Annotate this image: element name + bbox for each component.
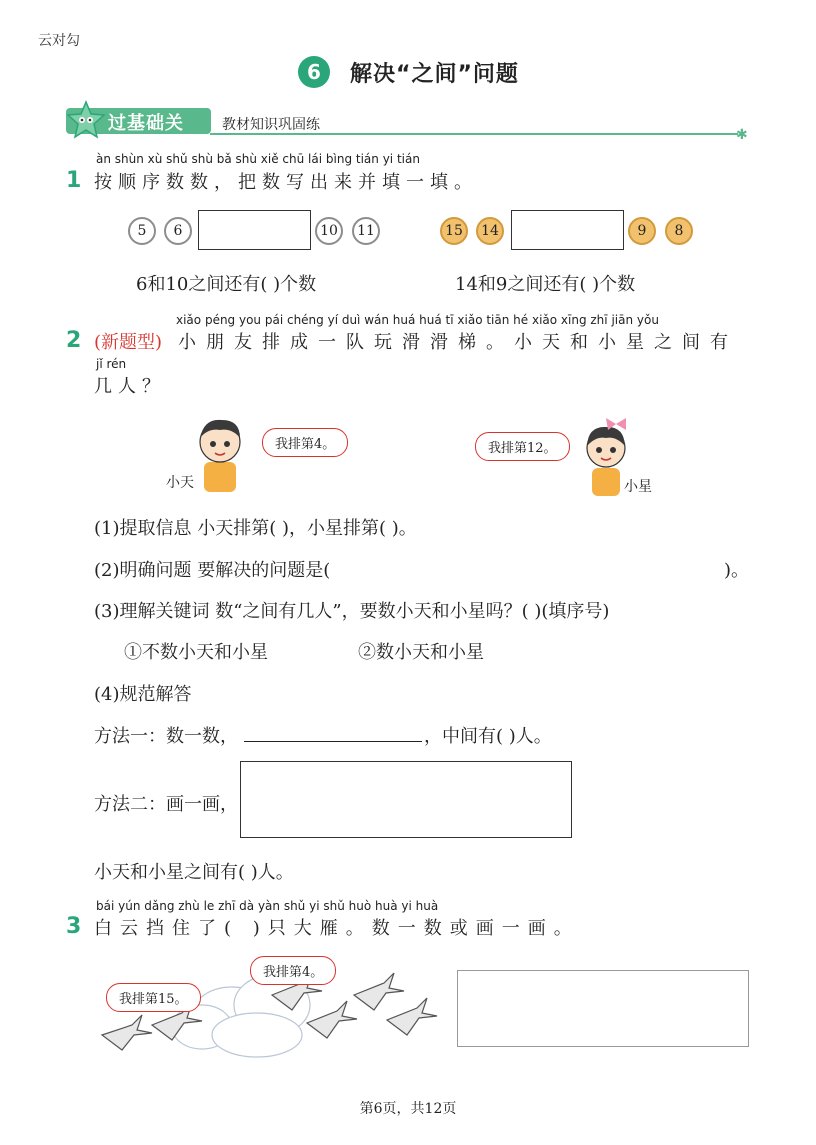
section-title: 过基础关 bbox=[108, 113, 184, 134]
answer-box-right[interactable] bbox=[511, 210, 624, 250]
question-1-left-prompt: 6和10之间还有( )个数 bbox=[136, 274, 317, 295]
method-2-label: 方法二：画一画， bbox=[94, 794, 238, 815]
girl-name-label: 小星 bbox=[624, 479, 652, 495]
boy-xiaotian-illustration bbox=[190, 412, 250, 492]
question-2-text: 小朋友排成一队玩滑滑梯。小天和小星之间有 bbox=[178, 332, 738, 353]
question-2-number: 2 bbox=[66, 328, 82, 353]
question-3-number: 3 bbox=[66, 914, 82, 939]
step-3-keyword: (3)理解关键词 数“之间有几人”，要数小天和小星吗？( )(填序号) bbox=[94, 601, 610, 622]
question-2-pinyin: xiǎo péng you pái chéng yí duì wán huá huá tī xiǎo tiān hé xiǎo xīng zhī jiān yǒu bbox=[176, 313, 659, 327]
question-1-pinyin: àn shùn xù shǔ shù bǎ shù xiě chū lái bìng tián yi tián bbox=[96, 152, 420, 166]
question-1-right-prompt: 14和9之间还有( )个数 bbox=[455, 274, 636, 295]
lesson-number-badge: 6 bbox=[298, 56, 330, 88]
number-egg: 10 bbox=[315, 217, 343, 245]
number-egg: 6 bbox=[164, 217, 192, 245]
number-egg: 14 bbox=[476, 217, 504, 245]
section-subtitle: 教材知识巩固练 bbox=[222, 117, 320, 133]
method-1-label: 方法一：数一数， bbox=[94, 726, 238, 747]
drawing-box-q2[interactable] bbox=[240, 761, 572, 838]
goose-speech-bubble-4: 我排第4。 bbox=[250, 956, 336, 985]
question-2-pinyin-2: jǐ rén bbox=[96, 357, 127, 371]
question-2-text-2: 几人？ bbox=[94, 376, 166, 397]
drawing-box-q3[interactable] bbox=[457, 970, 749, 1047]
answer-box-left[interactable] bbox=[198, 210, 311, 250]
goose-speech-bubble-15: 我排第15。 bbox=[106, 983, 201, 1012]
question-1-number: 1 bbox=[66, 168, 82, 193]
step-2-close: )。 bbox=[724, 560, 750, 581]
step-4-solve: (4)规范解答 bbox=[94, 684, 192, 705]
question-3-pinyin: bái yún dǎng zhù le zhī dà yàn shǔ yi shǔ huò huà yi huà bbox=[96, 899, 439, 913]
option-2: ②数小天和小星 bbox=[358, 642, 484, 663]
step-2-clarify-question: (2)明确问题 要解决的问题是( bbox=[94, 560, 331, 581]
method-1-suffix: ，中间有( )人。 bbox=[424, 726, 552, 747]
lesson-title: 解决“之间”问题 bbox=[350, 62, 519, 87]
boy-name-label: 小天 bbox=[166, 475, 194, 491]
number-egg: 15 bbox=[440, 217, 468, 245]
brand-label: 云对勾 bbox=[38, 33, 80, 49]
question-2-conclusion: 小天和小星之间有( )人。 bbox=[94, 862, 294, 883]
option-1: ①不数小天和小星 bbox=[124, 642, 268, 663]
boy-speech-bubble: 我排第4。 bbox=[262, 428, 348, 457]
page-footer: 第6页，共12页 bbox=[359, 1101, 457, 1117]
new-type-tag: (新题型) bbox=[94, 332, 163, 353]
question-3-text: 白云挡住了( )只大雁。数一数或画一画。 bbox=[94, 918, 580, 939]
number-egg: 5 bbox=[128, 217, 156, 245]
girl-speech-bubble: 我排第12。 bbox=[475, 432, 570, 461]
question-1-text: 按顺序数数，把数写出来并填一填。 bbox=[94, 172, 478, 193]
section-divider bbox=[210, 133, 738, 135]
step-1-extract-info: (1)提取信息 小天排第( )，小星排第( )。 bbox=[94, 518, 417, 539]
star-mascot-icon bbox=[66, 100, 106, 140]
number-egg: 8 bbox=[665, 217, 693, 245]
sparkle-icon: ✱ bbox=[736, 127, 748, 143]
method-1-answer-line[interactable] bbox=[244, 741, 422, 742]
number-egg: 11 bbox=[352, 217, 380, 245]
number-egg: 9 bbox=[628, 217, 656, 245]
